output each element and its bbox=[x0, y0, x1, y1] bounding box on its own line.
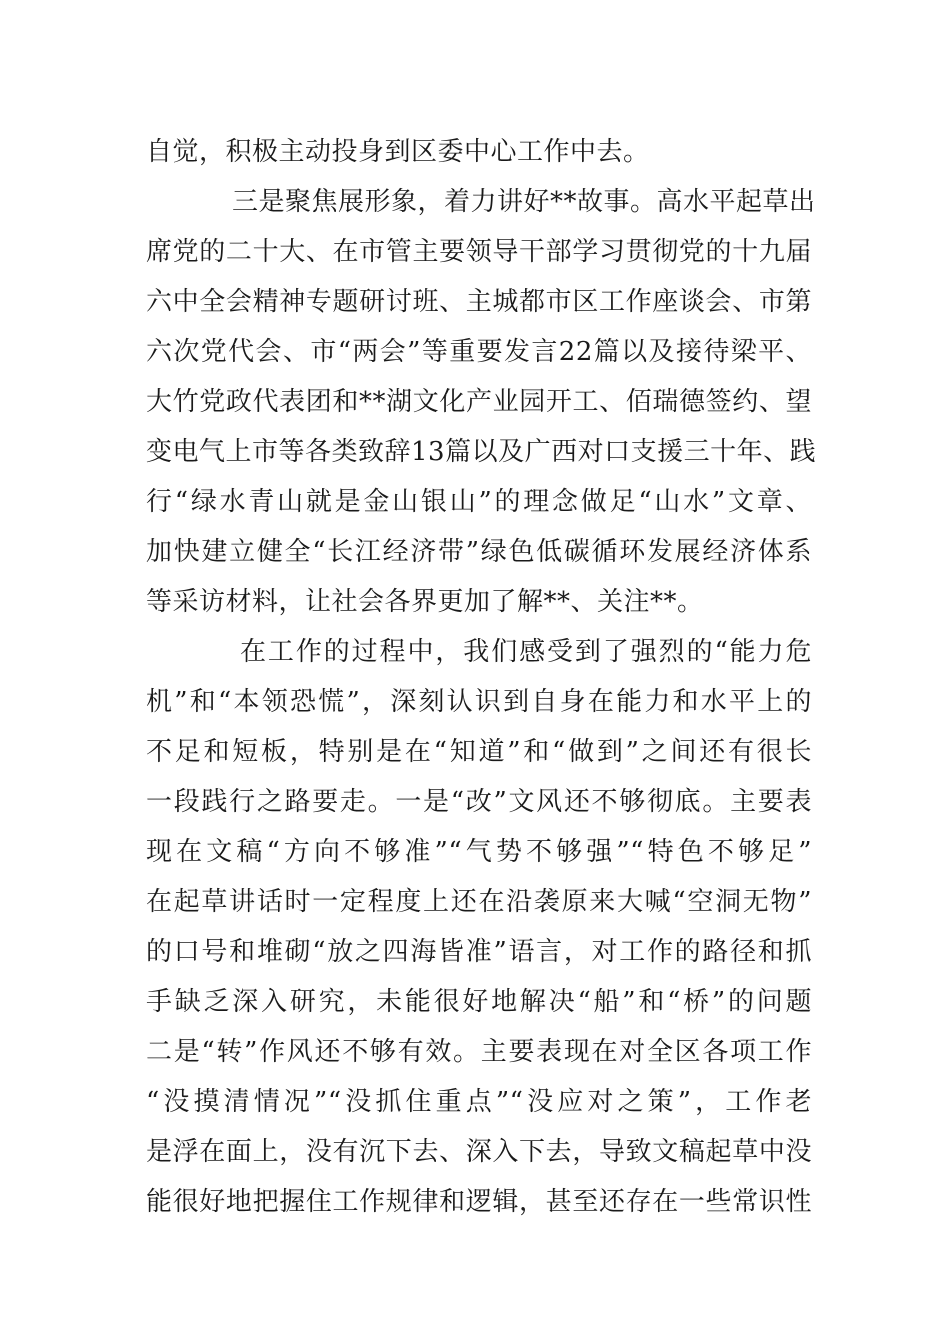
text-line-10: 等采访材料，让社会各界更加了解**、关注**。 bbox=[146, 587, 704, 617]
text-line-14: 一段践行之路要走。一是“改”文风还不够彻底。主要表 bbox=[146, 787, 812, 817]
text-line-7: 变电气上市等各类致辞13篇以及广西对口支援三十年、践 bbox=[146, 437, 817, 467]
text-line-5: 六次党代会、市“两会”等重要发言22篇以及接待梁平、 bbox=[146, 337, 812, 367]
text-line-8: 行“绿水青山就是金山银山”的理念做足“山水”文章、 bbox=[146, 487, 812, 517]
text-line-4: 六中全会精神专题研讨班、主城都市区工作座谈会、市第 bbox=[146, 287, 812, 317]
text-line-19: 二是“转”作风还不够有效。主要表现在对全区各项工作 bbox=[146, 1037, 812, 1067]
text-line-22: 能很好地把握住工作规律和逻辑，甚至还存在一些常识性 bbox=[146, 1187, 812, 1217]
text-line-21: 是浮在面上，没有沉下去、深入下去，导致文稿起草中没 bbox=[146, 1137, 812, 1167]
text-line-11: 在工作的过程中，我们感受到了强烈的“能力危 bbox=[240, 637, 812, 667]
text-line-2: 三是聚焦展形象，着力讲好**故事。高水平起草出 bbox=[232, 187, 816, 217]
text-line-9: 加快建立健全“长江经济带”绿色低碳循环发展经济体系 bbox=[146, 537, 812, 567]
text-line-16: 在起草讲话时一定程度上还在沿袭原来大喊“空洞无物” bbox=[146, 887, 812, 917]
text-line-18: 手缺乏深入研究，未能很好地解决“船”和“桥”的问题 bbox=[146, 987, 812, 1017]
text-line-15: 现在文稿“方向不够准”“气势不够强”“特色不够足” bbox=[146, 837, 812, 867]
text-line-20: “没摸清情况”“没抓住重点”“没应对之策”，工作老 bbox=[146, 1087, 812, 1117]
text-line-17: 的口号和堆砌“放之四海皆准”语言，对工作的路径和抓 bbox=[146, 937, 812, 967]
text-line-1: 自觉，积极主动投身到区委中心工作中去。 bbox=[146, 137, 650, 167]
text-line-3: 席党的二十大、在市管主要领导干部学习贯彻党的十九届 bbox=[146, 237, 812, 267]
text-line-13: 不足和短板，特别是在“知道”和“做到”之间还有很长 bbox=[146, 737, 812, 767]
text-line-6: 大竹党政代表团和**湖文化产业园开工、佰瑞德签约、望 bbox=[146, 387, 812, 417]
text-line-12: 机”和“本领恐慌”，深刻认识到自身在能力和水平上的 bbox=[146, 687, 812, 717]
